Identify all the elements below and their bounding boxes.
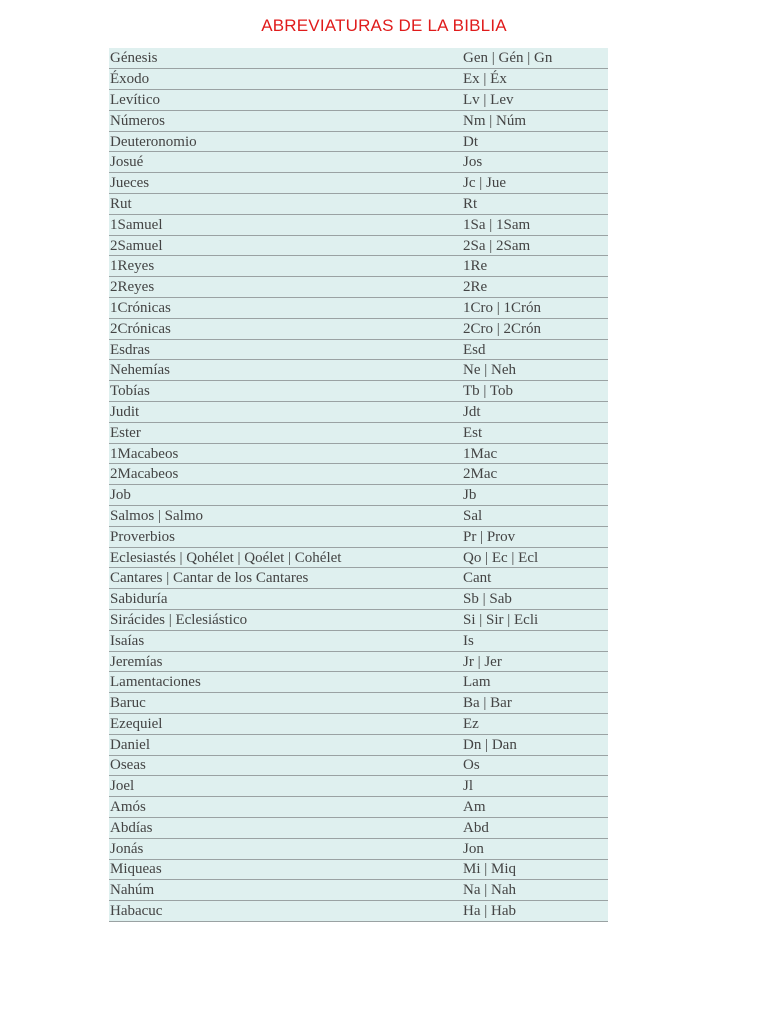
- book-name-cell: 1Macabeos: [109, 443, 462, 464]
- book-name-cell: Baruc: [109, 693, 462, 714]
- book-name-cell: Levítico: [109, 90, 462, 111]
- book-name-cell: Salmos | Salmo: [109, 506, 462, 527]
- book-abbreviation-cell: Ex | Éx: [462, 69, 608, 90]
- book-abbreviation-cell: Dn | Dan: [462, 734, 608, 755]
- book-name-cell: 2Crónicas: [109, 318, 462, 339]
- book-abbreviation-cell: 1Cro | 1Crón: [462, 298, 608, 319]
- book-name-cell: 2Macabeos: [109, 464, 462, 485]
- book-abbreviation-cell: Esd: [462, 339, 608, 360]
- book-abbreviation-cell: 2Re: [462, 277, 608, 298]
- table-row: [109, 734, 608, 755]
- book-abbreviation-cell: Mi | Miq: [462, 859, 608, 880]
- book-abbreviation-cell: Est: [462, 422, 608, 443]
- table-row: [109, 506, 608, 527]
- table-row: [109, 526, 608, 547]
- book-abbreviation-cell: Os: [462, 755, 608, 776]
- table-row: [109, 838, 608, 859]
- table-row: [109, 464, 608, 485]
- book-abbreviation-cell: Na | Nah: [462, 880, 608, 901]
- table-row: [109, 672, 608, 693]
- book-name-cell: Jonás: [109, 838, 462, 859]
- table-row: [109, 422, 608, 443]
- book-name-cell: Miqueas: [109, 859, 462, 880]
- book-abbreviation-cell: Sal: [462, 506, 608, 527]
- book-abbreviation-cell: Is: [462, 630, 608, 651]
- table-row: [109, 547, 608, 568]
- table-row: [109, 194, 608, 215]
- table-row: [109, 69, 608, 90]
- table-row: [109, 776, 608, 797]
- book-abbreviation-cell: 2Mac: [462, 464, 608, 485]
- book-name-cell: Nahúm: [109, 880, 462, 901]
- book-abbreviation-cell: Jc | Jue: [462, 173, 608, 194]
- book-abbreviation-cell: Jl: [462, 776, 608, 797]
- table-row: [109, 859, 608, 880]
- book-name-cell: Ester: [109, 422, 462, 443]
- table-row: [109, 360, 608, 381]
- abbreviations-table-body: [109, 48, 608, 921]
- book-name-cell: Éxodo: [109, 69, 462, 90]
- book-name-cell: Cantares | Cantar de los Cantares: [109, 568, 462, 589]
- table-row: [109, 755, 608, 776]
- table-row: [109, 610, 608, 631]
- table-row: [109, 589, 608, 610]
- table-row: [109, 443, 608, 464]
- book-abbreviation-cell: Pr | Prov: [462, 526, 608, 547]
- book-abbreviation-cell: Si | Sir | Ecli: [462, 610, 608, 631]
- book-name-cell: Nehemías: [109, 360, 462, 381]
- book-abbreviation-cell: Lam: [462, 672, 608, 693]
- book-name-cell: Tobías: [109, 381, 462, 402]
- book-name-cell: Joel: [109, 776, 462, 797]
- book-name-cell: Rut: [109, 194, 462, 215]
- book-abbreviation-cell: Gen | Gén | Gn: [462, 48, 608, 69]
- book-name-cell: Job: [109, 485, 462, 506]
- book-name-cell: Génesis: [109, 48, 462, 69]
- book-name-cell: Isaías: [109, 630, 462, 651]
- book-abbreviation-cell: Lv | Lev: [462, 90, 608, 111]
- table-row: [109, 630, 608, 651]
- book-name-cell: 2Samuel: [109, 235, 462, 256]
- book-abbreviation-cell: Sb | Sab: [462, 589, 608, 610]
- table-row: [109, 298, 608, 319]
- book-abbreviation-cell: Dt: [462, 131, 608, 152]
- abbreviations-table: [109, 48, 608, 922]
- table-row: [109, 235, 608, 256]
- table-row: [109, 173, 608, 194]
- table-row: [109, 214, 608, 235]
- book-name-cell: Esdras: [109, 339, 462, 360]
- book-abbreviation-cell: Jb: [462, 485, 608, 506]
- book-abbreviation-cell: Jdt: [462, 402, 608, 423]
- page-title: ABREVIATURAS DE LA BIBLIA: [261, 16, 507, 35]
- book-abbreviation-cell: 1Re: [462, 256, 608, 277]
- table-row: [109, 90, 608, 111]
- book-abbreviation-cell: Abd: [462, 817, 608, 838]
- book-name-cell: Habacuc: [109, 901, 462, 922]
- table-row: [109, 277, 608, 298]
- book-name-cell: Sirácides | Eclesiástico: [109, 610, 462, 631]
- table-row: [109, 880, 608, 901]
- book-name-cell: Ezequiel: [109, 714, 462, 735]
- book-abbreviation-cell: Ba | Bar: [462, 693, 608, 714]
- book-abbreviation-cell: Cant: [462, 568, 608, 589]
- book-abbreviation-cell: Jos: [462, 152, 608, 173]
- book-name-cell: Números: [109, 110, 462, 131]
- book-abbreviation-cell: Jr | Jer: [462, 651, 608, 672]
- table-row: [109, 817, 608, 838]
- book-abbreviation-cell: Ha | Hab: [462, 901, 608, 922]
- book-name-cell: Daniel: [109, 734, 462, 755]
- book-abbreviation-cell: 1Sa | 1Sam: [462, 214, 608, 235]
- book-name-cell: Abdías: [109, 817, 462, 838]
- table-row: [109, 485, 608, 506]
- table-row: [109, 48, 608, 69]
- book-abbreviation-cell: Ne | Neh: [462, 360, 608, 381]
- book-abbreviation-cell: Am: [462, 797, 608, 818]
- book-abbreviation-cell: Tb | Tob: [462, 381, 608, 402]
- table-row: [109, 110, 608, 131]
- book-name-cell: Judit: [109, 402, 462, 423]
- book-abbreviation-cell: 2Sa | 2Sam: [462, 235, 608, 256]
- book-name-cell: Sabiduría: [109, 589, 462, 610]
- table-row: [109, 651, 608, 672]
- book-name-cell: Proverbios: [109, 526, 462, 547]
- book-name-cell: 1Crónicas: [109, 298, 462, 319]
- table-row: [109, 256, 608, 277]
- table-row: [109, 131, 608, 152]
- table-row: [109, 381, 608, 402]
- book-name-cell: 1Reyes: [109, 256, 462, 277]
- book-name-cell: Lamentaciones: [109, 672, 462, 693]
- book-name-cell: Oseas: [109, 755, 462, 776]
- book-name-cell: Amós: [109, 797, 462, 818]
- book-name-cell: Eclesiastés | Qohélet | Qoélet | Cohélet: [109, 547, 462, 568]
- table-row: [109, 568, 608, 589]
- table-row: [109, 402, 608, 423]
- book-name-cell: 1Samuel: [109, 214, 462, 235]
- table-row: [109, 318, 608, 339]
- table-row: [109, 797, 608, 818]
- table-row: [109, 901, 608, 922]
- book-name-cell: 2Reyes: [109, 277, 462, 298]
- table-row: [109, 693, 608, 714]
- book-abbreviation-cell: 2Cro | 2Crón: [462, 318, 608, 339]
- book-abbreviation-cell: Nm | Núm: [462, 110, 608, 131]
- table-row: [109, 339, 608, 360]
- book-abbreviation-cell: Jon: [462, 838, 608, 859]
- book-abbreviation-cell: Qo | Ec | Ecl: [462, 547, 608, 568]
- book-name-cell: Deuteronomio: [109, 131, 462, 152]
- book-abbreviation-cell: 1Mac: [462, 443, 608, 464]
- book-abbreviation-cell: Ez: [462, 714, 608, 735]
- book-name-cell: Josué: [109, 152, 462, 173]
- book-name-cell: Jeremías: [109, 651, 462, 672]
- book-abbreviation-cell: Rt: [462, 194, 608, 215]
- book-name-cell: Jueces: [109, 173, 462, 194]
- table-row: [109, 152, 608, 173]
- table-row: [109, 714, 608, 735]
